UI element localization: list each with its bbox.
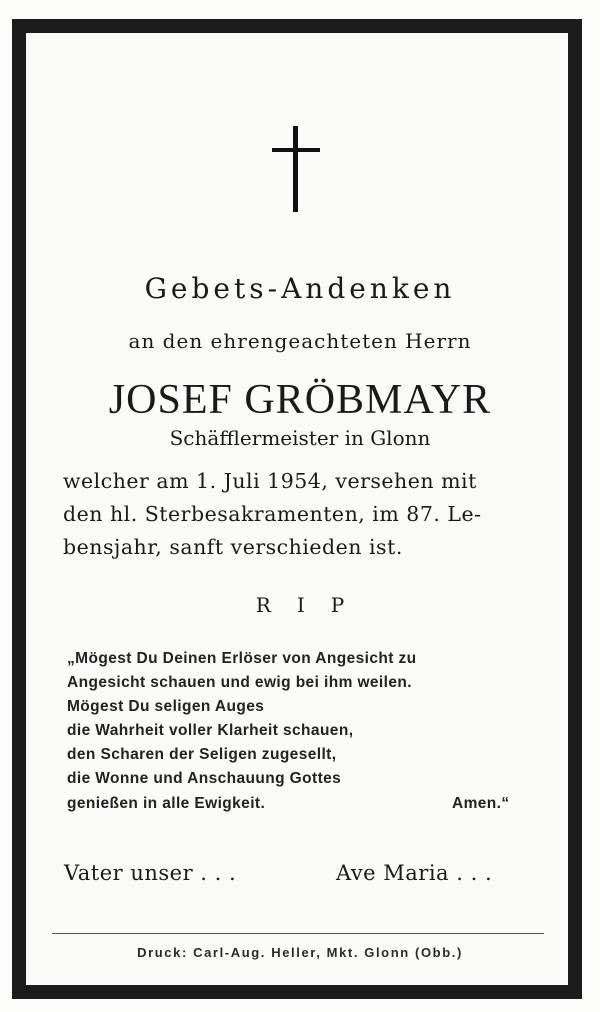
death-notice-line: welcher am 1. Juli 1954, versehen mit bbox=[63, 469, 477, 493]
prayer-line: Angesicht schauen und ewig bei ihm weilen. bbox=[67, 674, 412, 691]
ave-maria-text: Ave Maria . . . bbox=[336, 861, 493, 885]
rip-line bbox=[0, 593, 600, 617]
rip-letter: R bbox=[255, 593, 271, 617]
prayer-line: die Wahrheit voller Klarheit schauen, bbox=[67, 722, 354, 739]
card-title: Gebets-Andenken bbox=[144, 272, 456, 305]
latin-cross-icon bbox=[272, 126, 320, 212]
deceased-occupation: Schäfflermeister in Glonn bbox=[169, 426, 431, 450]
card-subtitle: an den ehrengeachteten Herrn bbox=[128, 329, 472, 353]
death-notice-line: den hl. Sterbesakramenten, im 87. Le- bbox=[63, 502, 482, 526]
prayer-line: den Scharen der Seligen zugesellt, bbox=[67, 746, 337, 763]
prayer-line: die Wonne und Anschauung Gottes bbox=[67, 770, 342, 787]
prayer-line: „Mögest Du Deinen Erlöser von Angesicht zu bbox=[67, 650, 417, 667]
prayer-line: Mögest Du seligen Auges bbox=[67, 698, 265, 715]
footer-divider bbox=[52, 933, 544, 934]
rip-letter: I bbox=[296, 593, 305, 617]
death-notice-line: bensjahr, sanft verschieden ist. bbox=[63, 535, 403, 559]
vater-unser-text: Vater unser . . . bbox=[64, 861, 237, 885]
rip-letter: P bbox=[330, 593, 345, 617]
amen-text: Amen.“ bbox=[452, 795, 510, 812]
printer-credit: Druck: Carl-Aug. Heller, Mkt. Glonn (Obb.) bbox=[137, 945, 463, 960]
prayer-line: genießen in alle Ewigkeit. bbox=[67, 795, 266, 812]
deceased-name: JOSEF GRÖBMAYR bbox=[108, 377, 492, 423]
